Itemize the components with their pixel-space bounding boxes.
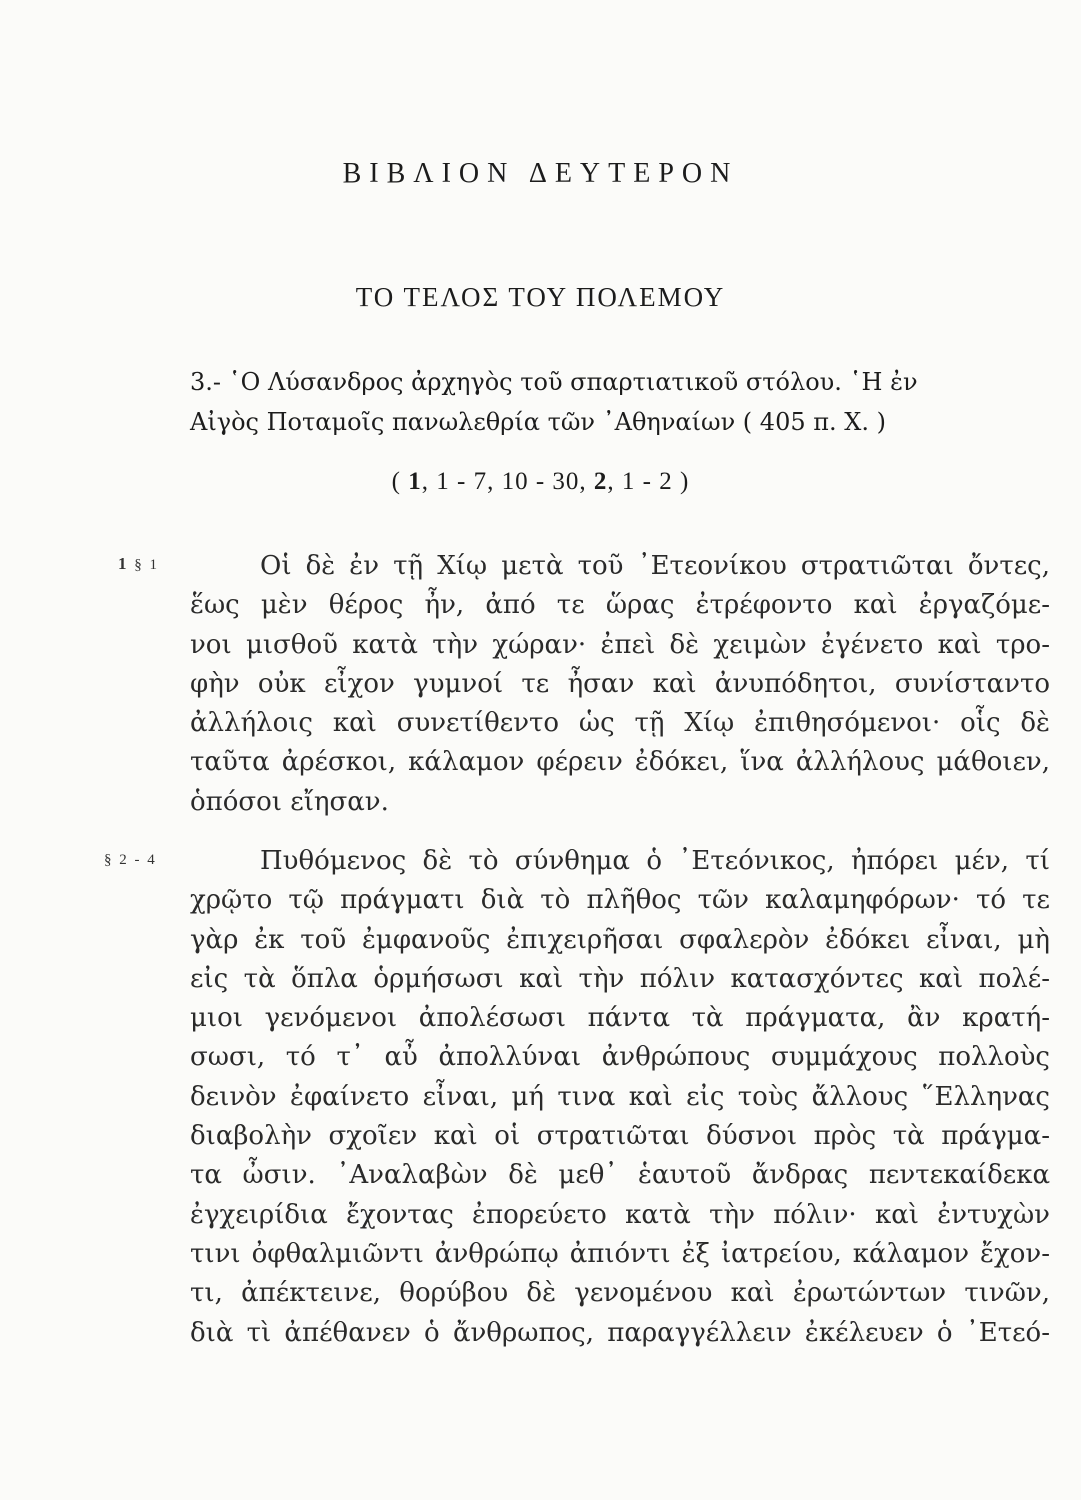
source-ref-book-number: 2 — [593, 468, 608, 495]
margin-reference-2: § 2 - 4 — [104, 852, 157, 868]
source-ref-open: ( — [391, 468, 409, 495]
book-title: ΒΙΒΛΙΟΝ ΔΕΥΤΕΡΟΝ — [342, 158, 739, 189]
margin-ref-section: § 1 — [134, 557, 159, 573]
paragraph-1 — [190, 547, 1050, 822]
text-line: διὰ τὶ ἀπέθανεν ὁ ἄνθρωπος, παραγγέλλειν ἐκέλευεν ὁ ᾿Ετεό- — [190, 1317, 1050, 1348]
text-line: ἕως μὲν θέρος ἦν, ἀπό τε ὥρας ἐτρέφοντο καὶ ἐργαζόμε- — [190, 590, 1050, 621]
margin-ref-book: 1 — [118, 554, 129, 573]
text-line: νοι μισθοῦ κατὰ τὴν χώραν· ἐπεὶ δὲ χειμὼν ἐγένετο καὶ τρο- — [190, 629, 1050, 660]
text-line: χρῷτο τῷ πράγματι διὰ τὸ πλῆθος τῶν καλαμηφόρων· τό τε — [190, 885, 1050, 916]
source-ref-range: , 1 - 2 ) — [607, 468, 690, 495]
source-reference — [0, 468, 1081, 496]
text-line: φὴν οὐκ εἶχον γυμνοί τε ἦσαν καὶ ἀνυπόδητοι, συνίσταντο — [190, 668, 1050, 699]
text-line: τα ὦσιν. ᾿Αναλαβὼν δὲ μεθ᾿ ἑαυτοῦ ἄνδρας πεντεκαίδεκα — [190, 1160, 1050, 1191]
text-line: εἰς τὰ ὅπλα ὁρμήσωσι καὶ τὴν πόλιν κατασχόντες καὶ πολέ- — [190, 963, 1050, 994]
text-line: διαβολὴν σχοῖεν καὶ οἱ στρατιῶται δύσνοι πρὸς τὰ πράγμα- — [190, 1121, 1050, 1152]
section-heading — [190, 362, 1050, 442]
text-line: σωσι, τό τ᾿ αὖ ἀπολλύναι ἀνθρώπους συμμάχους πολλοὺς — [190, 1042, 1050, 1073]
text-line: ἐγχειρίδια ἔχοντας ἐπορεύετο κατὰ τὴν πόλιν· καὶ ἐντυχὼν — [190, 1199, 1050, 1230]
source-ref-range: , 1 - 7, 10 - 30, — [421, 468, 594, 495]
source-ref-book-number: 1 — [408, 468, 422, 495]
section-heading-line: 3.- ῾Ο Λύσανδρος ἀρχηγὸς τοῦ σπαρτιατικοῦ στόλου. ῾Η ἐν — [190, 368, 918, 396]
text-line: ὁπόσοι εἴησαν. — [190, 786, 389, 817]
text-line: Οἱ δὲ ἐν τῇ Χίῳ μετὰ τοῦ ᾿Ετεονίκου στρατιῶται ὄντες, — [260, 551, 1050, 581]
text-line: μιοι γενόμενοι ἀπολέσωσι πάντα τὰ πράγματα, ἂν κρατή- — [190, 1003, 1050, 1034]
text-line: ἀλλήλοις καὶ συνετίθεντο ὡς τῇ Χίῳ ἐπιθησόμενοι· οἷς δὲ — [190, 708, 1050, 739]
text-line: ταῦτα ἀρέσκοι, κάλαμον φέρειν ἐδόκει, ἵνα ἀλλήλους μάθοιεν, — [190, 747, 1050, 778]
text-line: τινι ὀφθαλμιῶντι ἀνθρώπῳ ἀπιόντι ἐξ ἰατρείου, κάλαμον ἔχον- — [190, 1238, 1050, 1269]
margin-reference-1 — [118, 554, 159, 574]
text-line: γὰρ ἐκ τοῦ ἐμφανοῦς ἐπιχειρῆσαι σφαλερὸν ἐδόκει εἶναι, μὴ — [190, 924, 1050, 955]
section-heading-line: Αἰγὸς Ποταμοῖς πανωλεθρία τῶν ᾿Αθηναίων ( 405 π. Χ. ) — [190, 408, 886, 436]
text-line: δεινὸν ἐφαίνετο εἶναι, μή τινα καὶ εἰς τοὺς ἄλλους ῞Ελληνας — [190, 1081, 1050, 1112]
paragraph-2 — [190, 842, 1050, 1353]
text-line: Πυθόμενος δὲ τὸ σύνθημα ὁ ᾿Ετεόνικος, ἠπόρει μέν, τί — [260, 846, 1050, 876]
text-line: τι, ἀπέκτεινε, θορύβου δὲ γενομένου καὶ ἐρωτώντων τινῶν, — [190, 1278, 1050, 1309]
chapter-title: ΤΟ ΤΕΛΟΣ ΤΟΥ ΠΟΛΕΜΟΥ — [355, 282, 726, 312]
